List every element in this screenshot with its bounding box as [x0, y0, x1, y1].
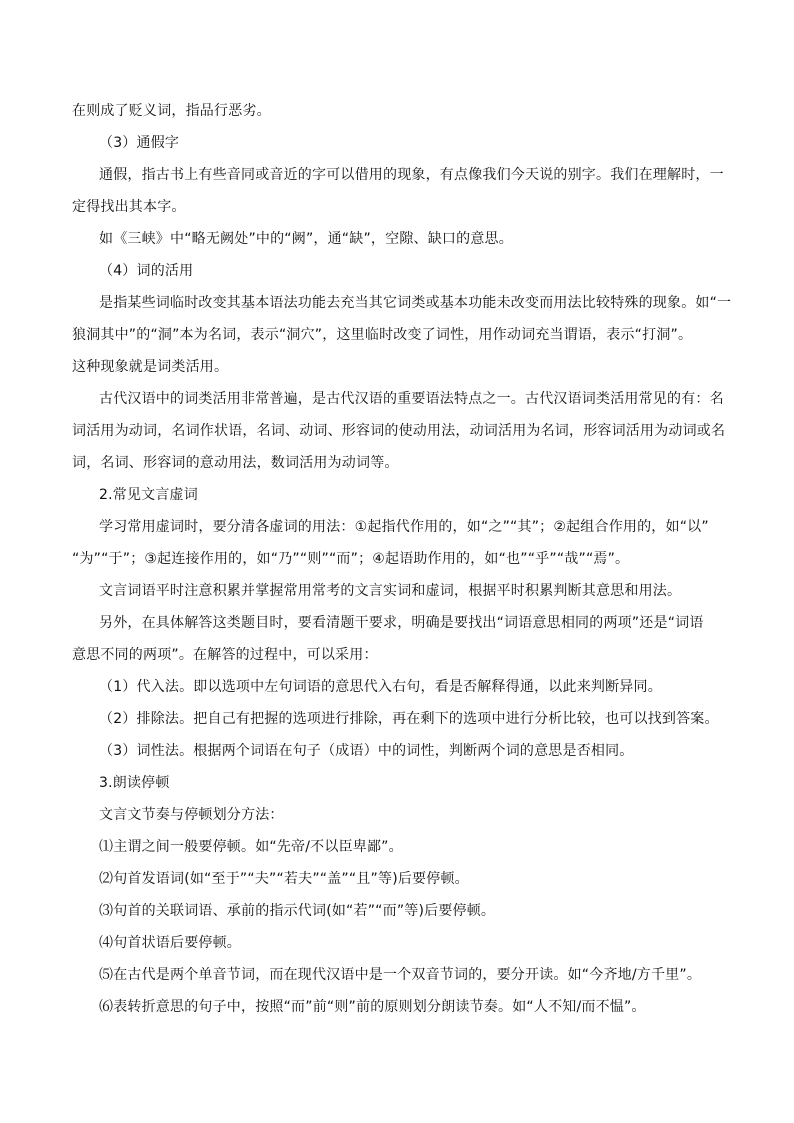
text-line: 词，名词、形容词的意动用法，数词活用为动词等。 — [72, 455, 399, 471]
text-line: 意思不同的两项”。在解答的过程中，可以采用： — [72, 647, 378, 663]
text-line: 这种现象就是词类活用。 — [72, 359, 229, 375]
text-line: 文言文节奏与停顿划分方法： — [99, 807, 284, 823]
list-item: （2）排除法。把自己有把握的选项进行排除，再在剩下的选项中进行分析比较，也可以找到答案。 — [99, 711, 719, 727]
text-line: 另外，在具体解答这类题目时，要看清题干要求，明确是要找出“词语意思相同的两项”还是“词语 — [99, 615, 704, 631]
list-item: （1）代入法。即以选项中左句词语的意思代入右句，看是否解释得通，以此来判断异同。 — [99, 679, 662, 695]
text-line: 定得找出其本字。 — [72, 199, 186, 215]
section-heading: 2.常见文言虚词 — [99, 487, 198, 503]
section-heading: 3.朗读停顿 — [99, 775, 170, 791]
text-line: 狼洞其中”的“洞”本为名词，表示“洞穴”，这里临时改变了词性，用作动词充当谓语，表示“打洞”。 — [72, 327, 693, 343]
list-item: ⑴主谓之间一般要停顿。如“先帝/不以臣卑鄙”。 — [99, 839, 403, 855]
text-line: 是指某些词临时改变其基本语法功能去充当其它词类或基本功能未改变而用法比较特殊的现象。如“一 — [99, 295, 732, 311]
text-line: 文言词语平时注意积累并掌握常用常考的文言实词和虚词，根据平时积累判断其意思和用法。 — [99, 583, 682, 599]
text-line: “为”“于”；③起连接作用的，如“乃”“则”“而”；④起语助作用的，如“也”“乎”“哉”“焉”。 — [72, 551, 630, 567]
list-item: ⑷句首状语后要停顿。 — [99, 935, 241, 951]
list-item: ⑶句首的关联词语、承前的指示代词(如“若”“而”等)后要停顿。 — [99, 903, 496, 919]
text-line: 词活用为动词，名词作状语，名词、动词、形容词的使动用法，动词活用为名词，形容词活用为动词或名 — [72, 423, 726, 439]
text-line: 学习常用虚词时，要分清各虚词的用法：①起指代作用的，如“之”“其”；②起组合作用的，如“以” — [99, 519, 709, 535]
list-item: （3）词性法。根据两个词语在句子（成语）中的词性，判断两个词的意思是否相同。 — [99, 743, 634, 759]
list-item: ⑹表转折意思的句子中，按照“而”前“则”前的原则划分朗读节奏。如“人不知/而不愠”。 — [99, 999, 646, 1015]
subheading: （4）词的活用 — [99, 263, 194, 279]
text-line: 古代汉语中的词类活用非常普遍，是古代汉语的重要语法特点之一。古代汉语词类活用常见的有：名 — [99, 391, 724, 407]
list-item: ⑵句首发语词(如“至于”“夫”“若夫”“盖”“且”等)后要停顿。 — [99, 871, 469, 887]
text-line: 在则成了贬义词，指品行恶劣。 — [72, 103, 271, 119]
list-item: ⑸在古代是两个单音节词，而在现代汉语中是一个双音节词的，要分开读。如“今齐地/方千里”。 — [99, 967, 702, 983]
subheading: （3）通假字 — [99, 135, 180, 151]
text-line: 通假，指古书上有些音同或音近的字可以借用的现象，有点像我们今天说的别字。我们在理解时，一 — [99, 167, 724, 183]
text-line: 如《三峡》中“略无阙处”中的“阙”，通“缺”，空隙、缺口的意思。 — [99, 231, 513, 247]
